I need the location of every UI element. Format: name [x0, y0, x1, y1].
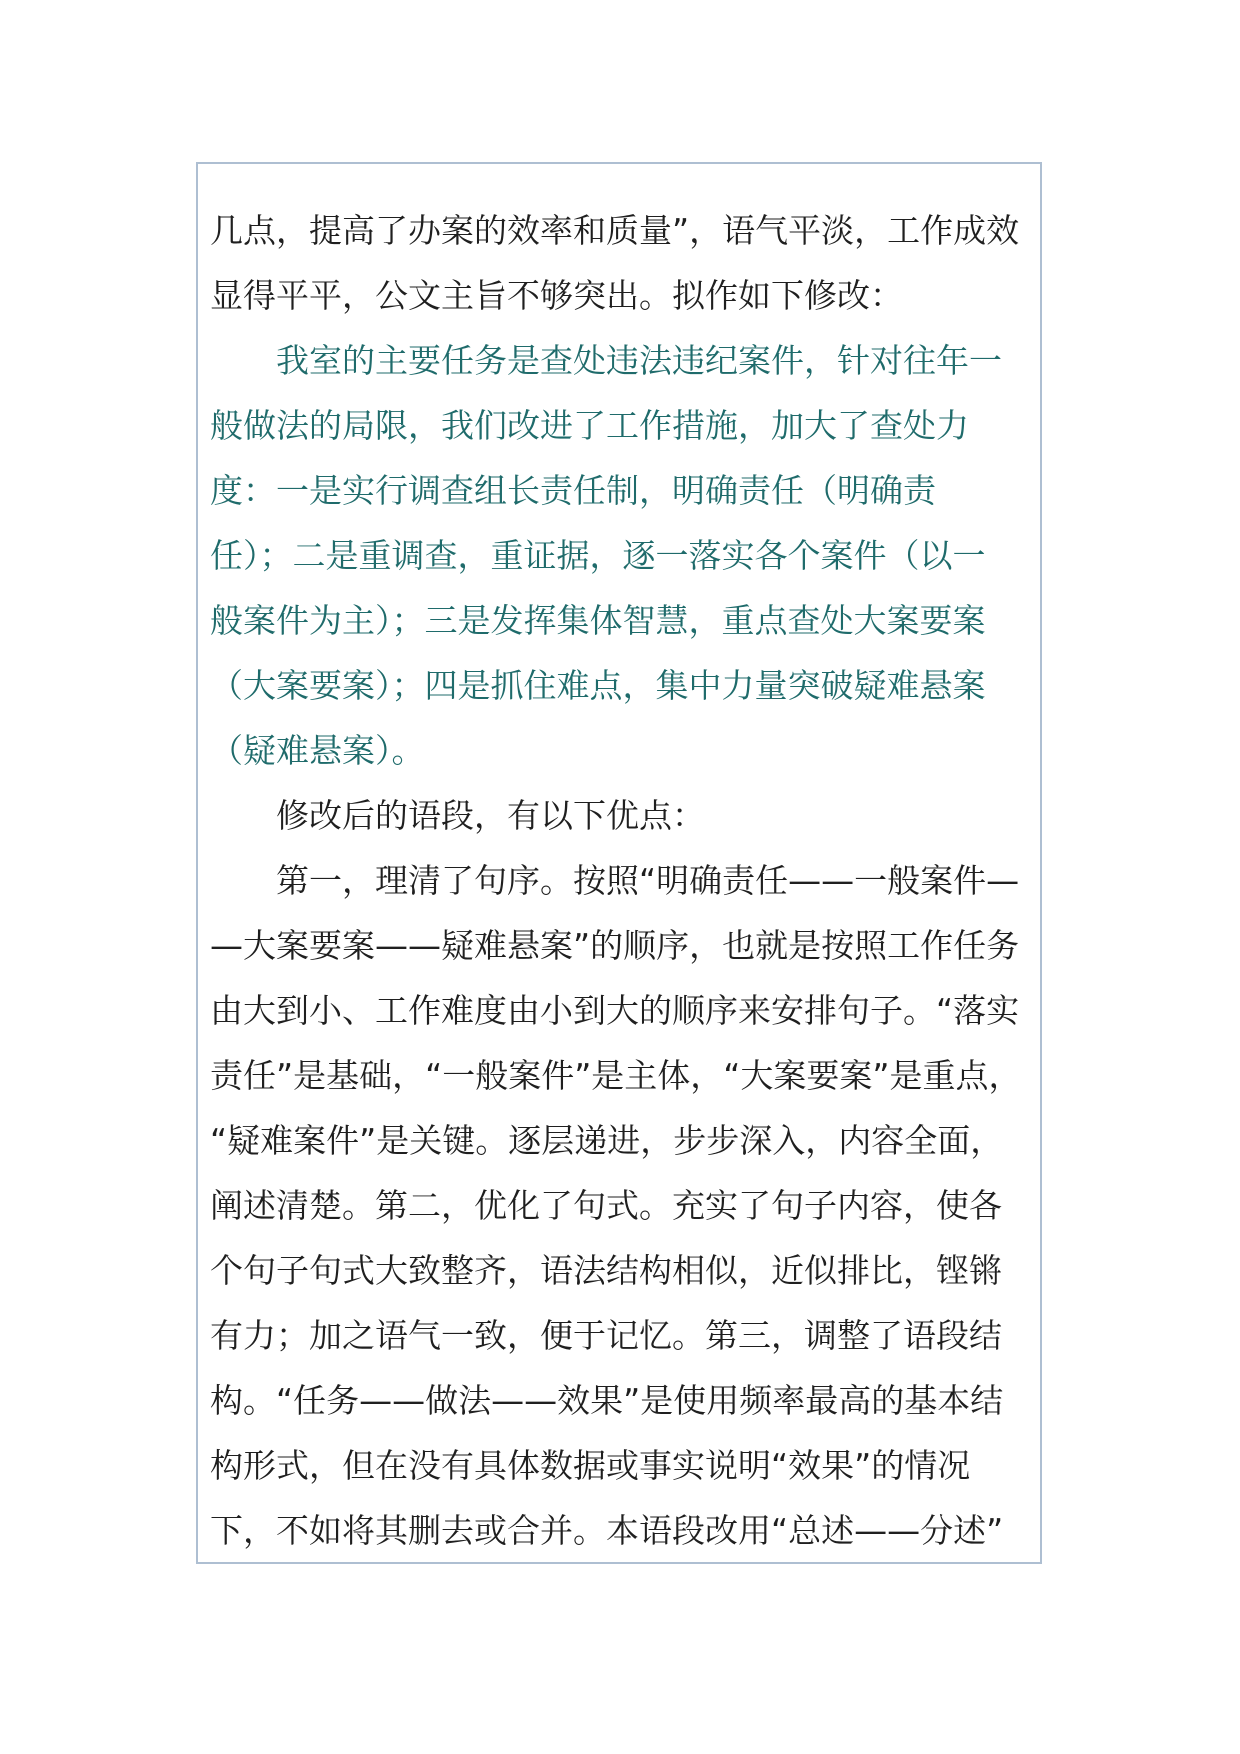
revised-text-line: 般案件为主）；三是发挥集体智慧，重点查处大案要案 [210, 601, 986, 640]
text-line: 第一，理清了句序。按照“明确责任——一般案件— [276, 861, 1020, 900]
text-line: 有力；加之语气一致，便于记忆。第三，调整了语段结 [210, 1316, 1002, 1355]
text-line: 责任”是基础，“一般案件”是主体，“大案要案”是重点， [210, 1056, 1022, 1095]
revised-text-line: 任）；二是重调查，重证据，逐一落实各个案件（以一 [210, 536, 986, 575]
text-line: 几点，提高了办案的效率和质量”，语气平淡，工作成效 [210, 211, 1020, 250]
text-line: 构形式，但在没有具体数据或事实说明“效果”的情况 [210, 1446, 971, 1485]
revised-text-line: 我室的主要任务是查处违法违纪案件，针对往年一 [276, 341, 1002, 380]
text-line: 个句子句式大致整齐，语法结构相似，近似排比，铿锵 [210, 1251, 1002, 1290]
text-line: 构。“任务——做法——效果”是使用频率最高的基本结 [210, 1381, 1004, 1420]
text-line: 由大到小、工作难度由小到大的顺序来安排句子。“落实 [210, 991, 1020, 1030]
document-page-frame [196, 162, 1042, 1564]
text-line: 显得平平，公文主旨不够突出。拟作如下修改： [210, 276, 903, 315]
text-line: —大案要案——疑难悬案”的顺序，也就是按照工作任务 [210, 926, 1020, 965]
text-line: 阐述清楚。第二，优化了句式。充实了句子内容，使各 [210, 1186, 1002, 1225]
revised-text-line: 度：一是实行调查组长责任制，明确责任（明确责 [210, 471, 936, 510]
text-line: 下，不如将其删去或合并。本语段改用“总述——分述” [210, 1511, 1004, 1550]
text-line: “疑难案件”是关键。逐层递进，步步深入，内容全面， [210, 1121, 1004, 1160]
revised-text-line: （大案要案）；四是抓住难点，集中力量突破疑难悬案 [210, 666, 986, 705]
text-line: 修改后的语段，有以下优点： [276, 796, 705, 835]
document-text-body [210, 198, 1030, 1563]
revised-text-line: （疑难悬案）。 [210, 731, 425, 770]
revised-text-line: 般做法的局限，我们改进了工作措施，加大了查处力 [210, 406, 969, 445]
